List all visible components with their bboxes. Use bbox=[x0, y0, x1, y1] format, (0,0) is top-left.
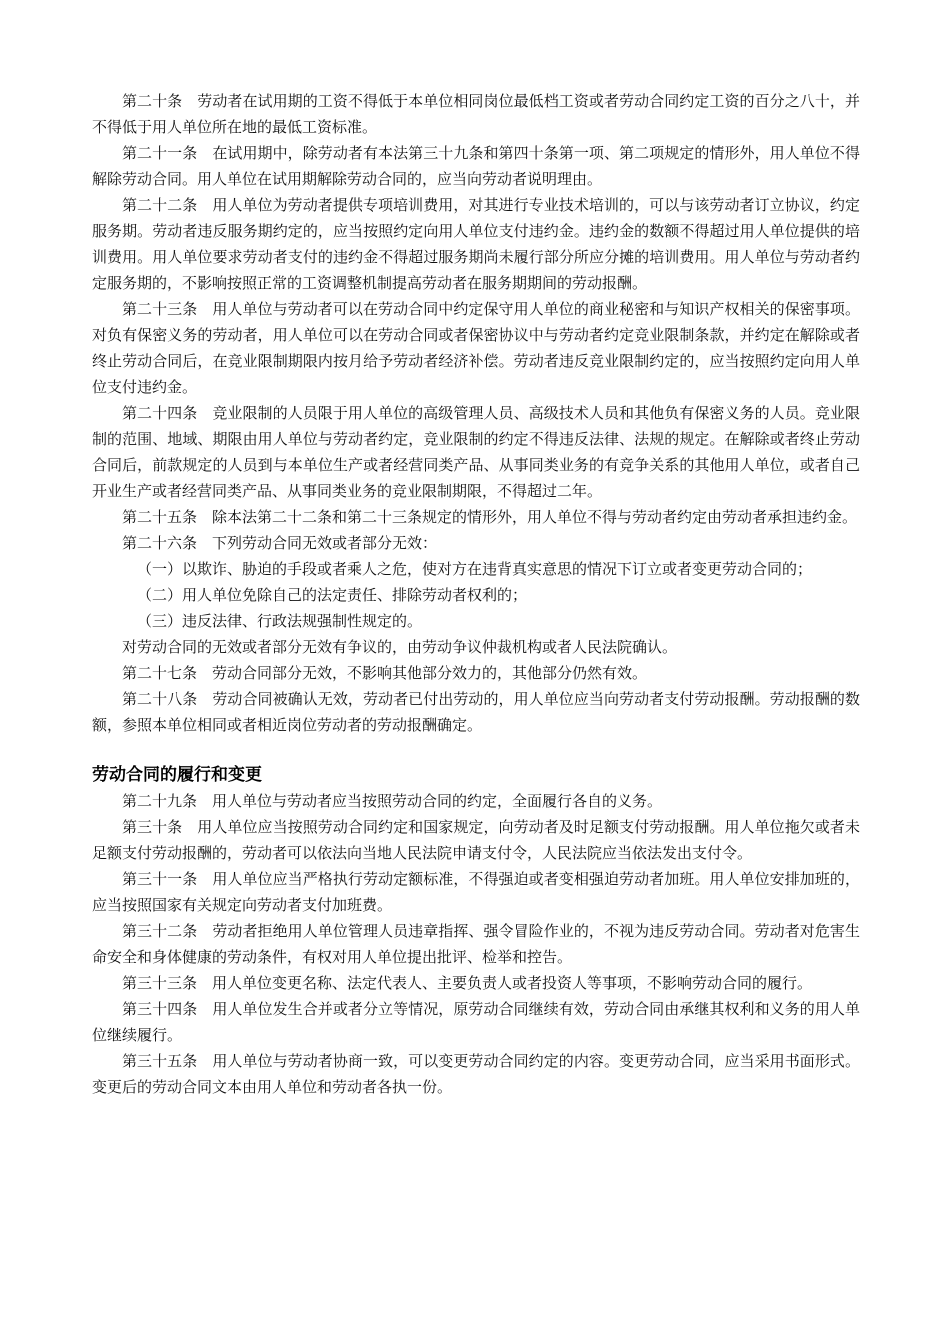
article-21: 第二十一条 在试用期中，除劳动者有本法第三十九条和第四十条第一项、第二项规定的情形外，用人单位不得解除劳动合同。用人单位在试用期解除劳动合同的，应当向劳动者说明理由。 bbox=[92, 144, 860, 188]
article-34: 第三十四条 用人单位发生合并或者分立等情况，原劳动合同继续有效，劳动合同由承继其权利和义务的用人单位继续履行。 bbox=[92, 1000, 860, 1044]
article-23: 第二十三条 用人单位与劳动者可以在劳动合同中约定保守用人单位的商业秘密和与知识产权相关的保密事项。对负有保密义务的劳动者，用人单位可以在劳动合同或者保密协议中与劳动者约定竞业限制条款，并约定在解除或者终止劳动合同后，在竞业限制期限内按月给予劳动者经济补偿。劳动者违反竞业限制约定的，应当按照约定向用人单位支付违约金。 bbox=[92, 300, 860, 396]
article-26-item-1: （一）以欺诈、胁迫的手段或者乘人之危，使对方在违背真实意思的情况下订立或者变更劳动合同的； bbox=[137, 560, 813, 578]
article-25: 第二十五条 除本法第二十二条和第二十三条规定的情形外，用人单位不得与劳动者约定由劳动者承担违约金。 bbox=[122, 508, 858, 526]
section-heading: 劳动合同的履行和变更 bbox=[92, 765, 262, 785]
article-28: 第二十八条 劳动合同被确认无效，劳动者已付出劳动的，用人单位应当向劳动者支付劳动报酬。劳动报酬的数额，参照本单位相同或者相近岗位劳动者的劳动报酬确定。 bbox=[92, 690, 860, 734]
article-29: 第二十九条 用人单位与劳动者应当按照劳动合同的约定，全面履行各自的义务。 bbox=[122, 792, 663, 810]
article-32: 第三十二条 劳动者拒绝用人单位管理人员违章指挥、强令冒险作业的，不视为违反劳动合同。劳动者对危害生命安全和身体健康的劳动条件，有权对用人单位提出批评、检举和控告。 bbox=[92, 922, 860, 966]
article-26-dispute: 对劳动合同的无效或者部分无效有争议的，由劳动争议仲裁机构或者人民法院确认。 bbox=[122, 638, 678, 656]
article-22: 第二十二条 用人单位为劳动者提供专项培训费用，对其进行专业技术培训的，可以与该劳动者订立协议，约定服务期。劳动者违反服务期约定的，应当按照约定向用人单位支付违约金。违约金的数额不得超过用人单位提供的培训费用。用人单位要求劳动者支付的违约金不得超过服务期尚未履行部分所应分摊的培训费用。用人单位与劳动者约定服务期的，不影响按照正常的工资调整机制提高劳动者在服务期期间的劳动报酬。 bbox=[92, 196, 860, 292]
article-33: 第三十三条 用人单位变更名称、法定代表人、主要负责人或者投资人等事项，不影响劳动合同的履行。 bbox=[122, 974, 813, 992]
document-page bbox=[92, 88, 860, 1100]
article-35: 第三十五条 用人单位与劳动者协商一致，可以变更劳动合同约定的内容。变更劳动合同，应当采用书面形式。变更后的劳动合同文本由用人单位和劳动者各执一份。 bbox=[92, 1052, 860, 1096]
article-26-item-2: （二）用人单位免除自己的法定责任、排除劳动者权利的； bbox=[137, 586, 528, 604]
article-26: 第二十六条 下列劳动合同无效或者部分无效： bbox=[122, 534, 438, 552]
article-30: 第三十条 用人单位应当按照劳动合同约定和国家规定，向劳动者及时足额支付劳动报酬。用人单位拖欠或者未足额支付劳动报酬的，劳动者可以依法向当地人民法院申请支付令，人民法院应当依法发出支付令。 bbox=[92, 818, 860, 862]
article-27: 第二十七条 劳动合同部分无效，不影响其他部分效力的，其他部分仍然有效。 bbox=[122, 664, 648, 682]
article-20: 第二十条 劳动者在试用期的工资不得低于本单位相同岗位最低档工资或者劳动合同约定工资的百分之八十，并不得低于用人单位所在地的最低工资标准。 bbox=[92, 92, 860, 136]
article-26-item-3: （三）违反法律、行政法规强制性规定的。 bbox=[137, 612, 423, 630]
article-31: 第三十一条 用人单位应当严格执行劳动定额标准，不得强迫或者变相强迫劳动者加班。用人单位安排加班的，应当按照国家有关规定向劳动者支付加班费。 bbox=[92, 870, 860, 914]
article-24: 第二十四条 竞业限制的人员限于用人单位的高级管理人员、高级技术人员和其他负有保密义务的人员。竞业限制的范围、地域、期限由用人单位与劳动者约定，竞业限制的约定不得违反法律、法规的规定。在解除或者终止劳动合同后，前款规定的人员到与本单位生产或者经营同类产品、从事同类业务的有竞争关系的其他用人单位，或者自己开业生产或者经营同类产品、从事同类业务的竞业限制期限，不得超过二年。 bbox=[92, 404, 860, 500]
